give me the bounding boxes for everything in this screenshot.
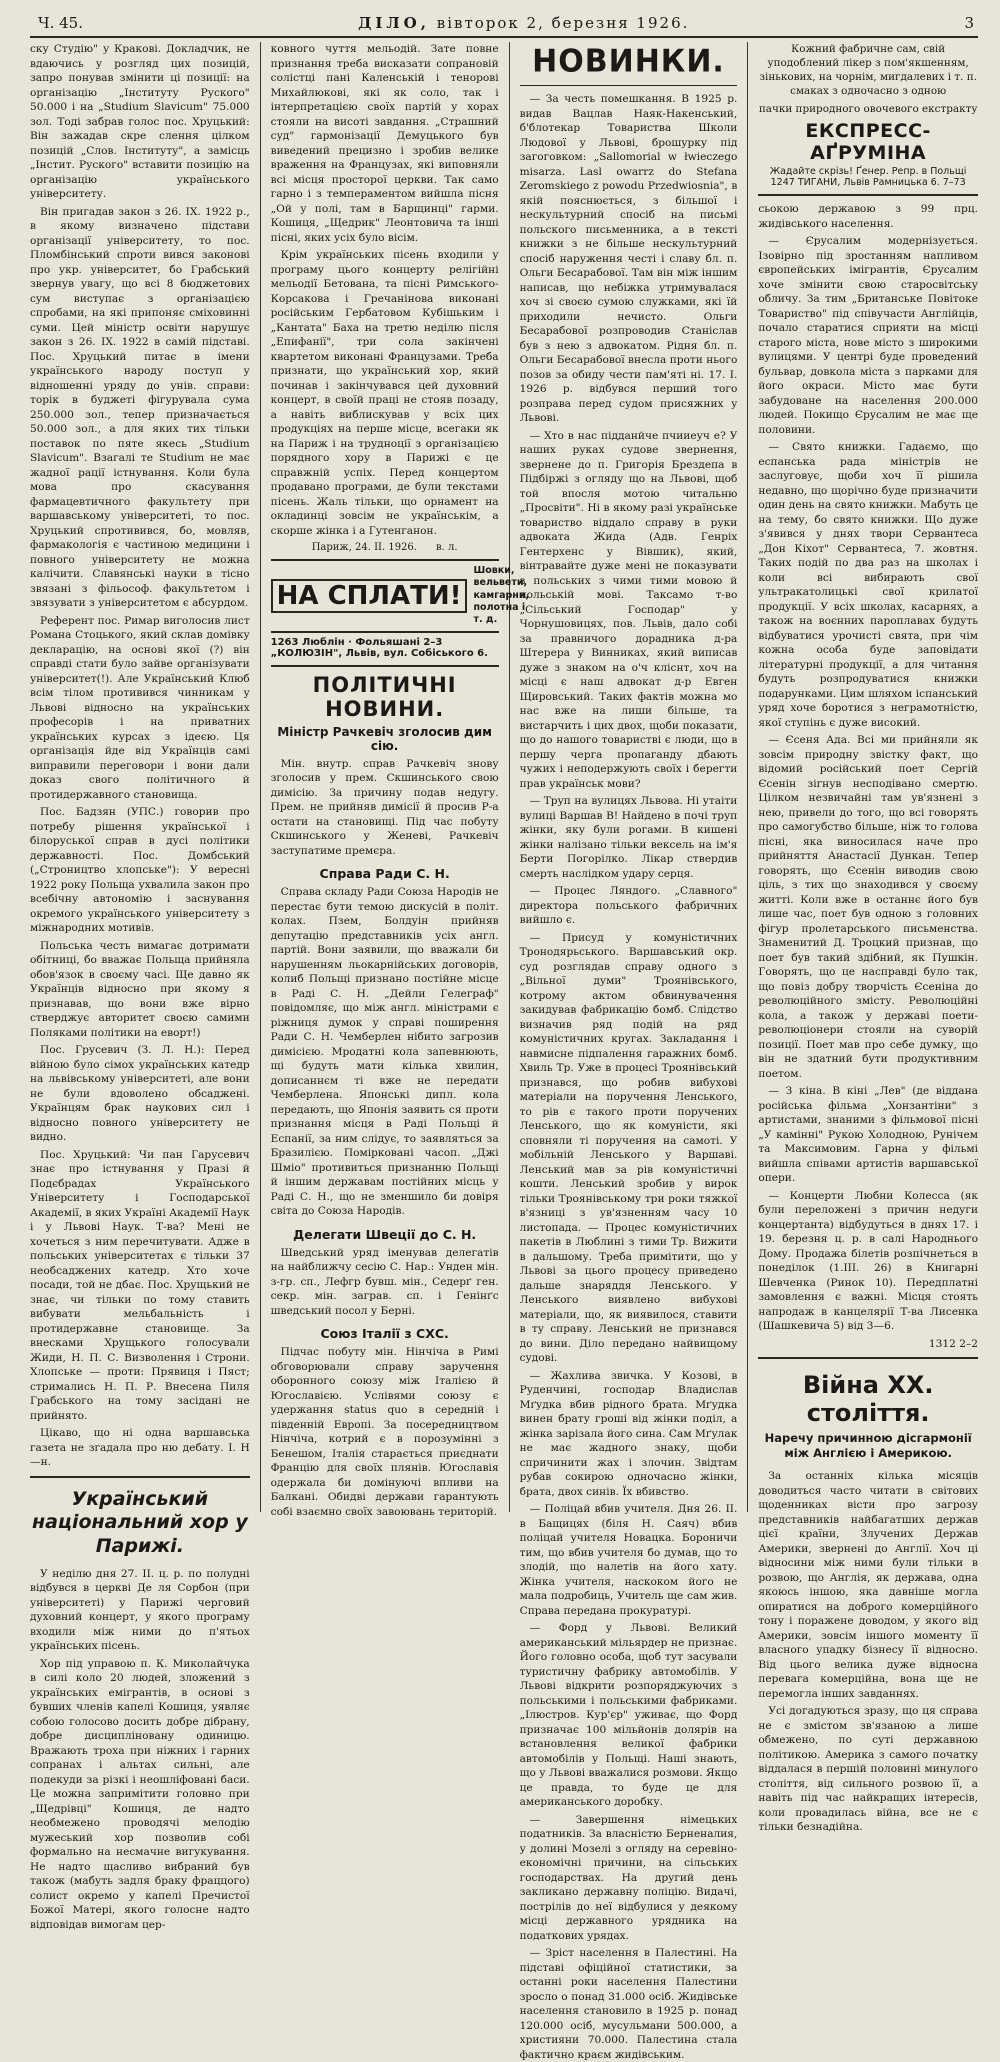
article-paragraph: Справа складу Ради Союза Народів не перестає бути темою дискусій в політ. колах. Пзем, Болдуін прийняв депутацію представників усіх англ. партій. Вони заявили, що вважали би нарушенням льокарнійських договорів, колиб Польщі признано постійне місце в Раді С. Н. „Дейли Гелеграф" повідомляє, що між англ. міністрами є ріжниця думок у справі поширення Ради С. Н. Чемберлен нібито загрозив димісією. Мродатні кола запевнюють, щі будуть мати кілька хвилин, дописаннєм ті вже не передати Чемберлена. Японські дипл. кола передають, що Японія заявить ся проти признання місця в Раді Польщі й Еспанії, за ним слідує, то заявляться за Бразилією. Помірковані часоп. „Джі Шміо" противиться признанню Польщі й іншим державам постійних місць у Раді С. Н., що не зменшило би довіря світа до Союза Народів. <box>270 886 499 1218</box>
news-item: сьокою державою з 99 прц. жидівського населення. <box>758 203 978 230</box>
italy-headline: Союз Італії з СХС. <box>320 1326 449 1342</box>
article-paragraph: Польська честь вимагає дотримати обітниці, бо вважає Польща прийняла обов'язок в своєму часі. Ще давно як Українців відносно при якому я признавав, що вони вже вірно стверджує авторитет своєю самими Поляками політики на еворт!) <box>30 939 250 1039</box>
article-paragraph: Референт пос. Римар виголосив лист Романа Стоцького, який склав домівку декларацію, на основі якої (?) він справді стати було зайве організувати університет(!). Але Український Клюб всім тілом противився чинникам у Львові відносно на українських професорів і на приватних українських курсах з ідеєю. Ця організація йде від Українців самі виправили переговори і вони дали доказ свого політичного й протидержавного становища. <box>30 614 250 801</box>
article-paragraph: Він пригадав закон з 26. IX. 1922 р., в якому визначено підстави організації університету, то пос. Пломбінський спроти вився законові про укр. університет, бо Грабський звернув увагу, що всі 8 бюджетових сум виступає з організацією спробами, на які припоняє сміховинні суми. Цей міністр освіти нарушує закон з 26. IX. 1922 в самій підставі. Пос. Хруцький питає в імени українського народу поступ у відношенні уряду до унів. справи: торік в буджеті фігурувала сума 250.000 зол., тепер призначається 50.000 зол., а для яких тих тільки поставок по пяте якесь „Studium Slavicum". Взагалі те Studium не має жадної рації істнування. Коли була мова про скасування фармацевтичного факультету при варшавському університеті, то пос. Хруцький спротивився, бо, мовляв, фармакологія є частиною медицини і повного університету не можна калічити. Славянські науки в тісно звязані з фільософ. факультетом і звязувати з університетом є абсурдом. <box>30 205 250 609</box>
column-divider <box>260 42 261 1512</box>
news-item: — Хто в нас підданйче пчииеуч е? У наших руках судове звернення, звернене до п. Григорія Брездепа в Підбіржі з огляду що на Львові, щоб той впосля мотою читальню „Просвіти". Ні в якому разі українське товариство віддало справу в руки адвоката Жида (Адв. Генріх Гентерхенс у Вівшик), який, вінтравайте дуже мені не показувати з польських з чими тими мовою й польській мові. Таксамо т-во „Сільський Господар" у Чорнушовицях, пов. Львів, дало собі за правничого дорадника д-ра Штерера у Винниках, який виписав дуже з знаком на о'ч кліснт, хоч на місці є наш адвокат д-р Евген Щировський. Таких фактів можна мо нас вже на лиши більше, та вистарчить і цих двох, щоби показати, що до нашого товаристві є люди, що в першу черга пропаганду дбають чужих і неподержують своїх і берегти прав українськ мови? <box>519 429 738 790</box>
ad-headline: НА СПЛАТИ! <box>271 579 468 613</box>
express-ad-address: Жадайте скрізь! Ґенер. Репр. в Польщі 1247 ТИГАНИ, Львів Рамницька 6. 7–73 <box>769 166 967 189</box>
masthead-rule <box>30 36 978 38</box>
article-paragraph: Підчас побуту мін. Нінчіча в Римі обговорювали справу заручення оборонного союзу між Італією й Югославією. Услівями союзу є удержання status quo в середній і південній Европі. За посередництвом Нінчіча, котрий є в порозумінні з Бенешом, Італія старається приєднати Францію для своїх плянів. Югославія одержала би домінуючі впливи на Балкані. Обидві держави гарантують собі взаємно своїх завоювань територій. <box>270 1346 499 1518</box>
promo-text: Кожний фабричне сам, свій уподоблений лікер з пом'якшенням, зінькових, на чорнім, мигдалевих і т. п. смаках з одночасно з одною <box>759 43 977 98</box>
ad-code: 1312 2–2 <box>928 1337 978 1350</box>
column-divider <box>509 42 510 1512</box>
sweden-headline: Делегати Швеції до С. Н. <box>293 1226 477 1242</box>
section-divider <box>758 1357 978 1359</box>
article-paragraph: Крім українських пісень входили у програму цього концерту релігійні мельодії Бетована, та пісні Римського-Корсакова і Гречанінова виконані російським Гербатовом Кубішьким і „Кантата" Баха на третю неділю після „Епифанії", три сола закінчені квартетом виконані Французами. Треба признати, що український хор, який починав і закінчувався цей духовний концерт, в своїй праці не стояв позаду, а навіть виблискував у всіх цих продукціях на перше місце, всегаки як на Париж і на трудноції з організацією порядного хору в Парижі є це справжній успіх. Перед концертом продавано програми, де були текстами пісень. Жаль тільки, що орнамент на окладинці зовсім не українськім, а скорше жінка і а Гутенганон. <box>270 249 499 537</box>
issue-date: вівторок 2, березня 1926. <box>436 14 690 32</box>
war-subheadline: Наречу причинною дісгармонії між Англією і Америкою. <box>764 1431 972 1461</box>
column-2 <box>270 42 530 1518</box>
news-item: — Концерти Любни Колесса (як були переложені з причин недуги концертанта) відбудуться в днях 17. і 19. березня ц. р. в салі Народнього Дому. Продажа білетів розпічнеться в понеділок (1.III. 26) в Книгарні Шевченка (Ринок 10). Передплатні замовлення є важні. Місця стоять напродаж в канцелярії Т-ва Лисенка (Шашкевича 5) від 3—6. <box>758 1189 978 1333</box>
section-divider <box>520 85 738 86</box>
news-item: — З кіна. В кіні „Лев" (де віддана російська фільма „Хонзантіни" з артистами, знаними з фільмової пісні „У камінні" Рукою Холодною, Рунічем та Максимовим. Гарна у фільмі вийшла співами артистів варшавської опери. <box>758 1085 978 1185</box>
news-item: — Зріст населення в Палестині. На підставі офіційної статистики, за останні роки населення Палестини зросло о понад 31.000 осіб. Жидівське населення становило в 1925 р. понад 120.000 осіб, мусульмани 500.000, а християни 70.000. Палестина стала фактично краєм жидівським. <box>519 1947 738 2061</box>
article-paragraph: Шведський уряд іменував делегатів на найближчу сесію С. Нар.: Унден мін. з-гр. сп., Лефгр бувш. мін., Седерґ ген. секр. мін. заграв. сп. і Генінґс шведський посол у Берні. <box>270 1246 499 1317</box>
express-ad-title: ЕКСПРЕСС-АҐРУМІНА <box>805 120 931 165</box>
news-item: — Єсеня Ада. Всі ми прийняли як зовсім природну звістку факт, що відомий російський поет Сергій Єсенін зігнув несподівано смертю. Цілком незвичайні там ув'язнені з нею, привели до того, що всі говорять про самогубство більше, ніж то голова пісні, яка виносилася наче про прийняття Анастасії Дункан. Тепер говорять, що Єсенін виводив свою ціль, з тих що знаходився у своєму житті. Коли вже в останнє його був лише час, поет був одною з головних фігур пролетарського письменства. Знаменитий Д. Троцкий признав, що поет був такий здібний, як Пушкін. Говорять, що це насправді було так, що повіз добру творчість Єсеніна до революційного змісту. Революційні кола, а також у державі поети-революціонери стояли на суворій позиції. Поет мав про себе думку, що він не здатний бути продуктивним поетом. <box>758 734 978 1080</box>
politics-headline: ПОЛІТИЧНІ НОВИНИ. <box>312 672 457 721</box>
issue-number: Ч. 45. <box>38 14 83 32</box>
news-item: — Форд у Львові. Великий американський мільярдер не признає. Його головно особа, щоб тут засували туристичну фабрику автомобілів. У Львові відкрити розпоряджуючих з польськими і польськими фабриками. „Ілюстров. Кур'єр" уживає, що Форд призначає 100 мільйонів долярів на встановлення великої фабрики автомобілів у Польщі. Наші знають, що у Львові вважалися розмови. Якщо це правда, то буде це для американського доробку. <box>519 1622 738 1808</box>
page-number: 3 <box>964 14 974 32</box>
news-item: — Поліцай вбив учителя. Дня 26. II. в Бащицях (біля Н. Саяч) вбив поліцай учителя Новацка. Бороничи тим, що вбив учителя бо думав, що то злодій, що налетів на його хату. Жінка учителя, наскоком його не мала подробиць, Учитель ще сам жив. Справа передана прокуратурі. <box>519 1503 738 1617</box>
column-3 <box>519 42 738 2061</box>
section-divider <box>271 665 499 667</box>
section-divider <box>758 194 978 196</box>
columns <box>30 42 978 2061</box>
politics-subheadline: Міністр Рачкевіч зголосив дим сію. <box>277 724 492 753</box>
choir-headline: Український національний хор у Парижі. <box>31 1487 248 1557</box>
article-paragraph: Пос. Хруцький: Чи пан Гарусевич знає про істнування у Празі й Подєбрадах Українського Університету і Господарської Академії, в яких Україні Академії Наук і у Львові Наук. Т-ва? Мені не хочеться з ним перечитувати. Адже в польських університетах є тільки 37 необсаджених катедр. Хто хоче посади, той не дбає. Пос. Хрущький не знає, чи тільки по тому ставить вибувати мельбальність і протидержавне становище. За внесками Хрущького голосували Жиди, Н. П. С. Визволення і Строни. Хлопське — проти: Прявиця і Пяст; стримались Н. П. Р. Внесена Пиля Грабського на тому засідані не прийнято. <box>30 1148 250 1422</box>
article-paragraph: Хор під управою п. К. Миколайчука в силі коло 20 людей, зложений з українських емігрантів, в основі з бувших членів капелі Кошиця, уявляє собою голосово досить добре дібрану, добре дисципліновану одиницю. Вражають троха при ніжних і гарних сопранах і альтах сильні, але подекуди за різкі і неошліфовані баси. Це можна запримітити головно при „Щедрівці" Кошиця, де надто необмежено проводячі мелодію мужеський хор позволив собі формально на несмачне вигукування. Не надто щасливо вибраний був також (мабуть задля браку фраццого) солист окремо у капелі Пречистої Божої Матері, якого голосне надто відповідав вимогам цер- <box>30 1657 250 1931</box>
masthead <box>30 14 978 36</box>
article-paragraph: Мін. внутр. справ Рачкевіч знову зголосив у прем. Скшинського свою димісію. За причину подав недугу. Прем. не прийняв димісії й просив Р-а остати на становищі. Під час побуту Скшинського у Женеві, Рачкевіч заступатиме премєра. <box>270 757 499 857</box>
advertisement-box <box>271 559 530 633</box>
news-item: — За честь помешкання. В 1925 р. видав Вацлав Наяк-Накенський, б'блотекар Товариства Школи Людової у Львові, брошурку під загоговком: „Sallomorial w łwieczego misarza. Lasl owarrz do Stefana Zeromskiego z powodu Przedwiosnia", в якій пояснюється, з більшої і нескультурний спосіб на письмі польского письменника, а в тексті книжки з не більше нескультурний спосіб наруження честі і славу бл. п. Ольги Бесарабової. Там він між іншим написав, що небіжка утримувалася хоч зі своєю сумою служками, які їй приходили нечисто. Ольги Бесарабової розпроводив Станіслав був з нею з адвокатом. Рідня бл. п. Ольги Бесарабової внесла проти нього позов за обиду чести пам'яті ні. 17. I. 1926 р. відбувся перший того розправа перед судом присяжних у Львові. <box>519 93 738 424</box>
article-paragraph: У неділю дня 27. II. ц. р. по полудні відбувся в церкві Де ля Сорбон (при університеті) у Парижі черговий духовний концерт, у якого програму входили між ними до п'ятьох українських пісень. <box>30 1567 250 1653</box>
news-item: — Присуд у комуністичних Тронодярьського. Варшавський окр. суд розглядав справу одного з „Вільної думи" Троянівського, котрому актом обвинувачення закидував фабрикацію бомб. Слідство визначив ряд подій на ряд комуністичних кругах. Закладання і навмисне підпалення гаражних бомб. Хвиль Тр. Уже в процесі Троянівський признався, що робив вибухові матеріали на поручення Ленського, то рів є такого проти поручених Ленського, що як комуністи, які сповняли ті поручення на самоті. У мобільній Ленського у Варшаві. Ленський мав за рів комуністичні кошти. Ленський зробив у вирок тільки Троянівському три роки тяжкої в'язниці з ув'язненням часу 10 листопада. — Процес комуністичних пакетів в Люблині з тими Тр. Вижити в дальшому. Треба примітити, що у Львові за цього процесу приведено дальше знаряддя Ленського. У Ленського виявлено вибухові матеріали, що, як виявилося, ставити в ту справу. Ленський не признався до вини. Діло передано найвищому судові. <box>519 931 738 1364</box>
ad-address: 1263 Люблін · Фольяшані 2–3 „КОЛЮЗІН", Львів, вул. Собіського 6. <box>270 636 488 659</box>
promo-text: пачки природного овочевого екстракту <box>758 103 978 116</box>
column-1 <box>30 42 250 1931</box>
news-headline: НОВИНКИ. <box>532 43 725 80</box>
news-item: — Свято книжки. Гадаємо, що еспанська рада міністрів не заслуговує, щоби хоч її рішила недавно, що щорічно буде призначити один день на свято книжки. Мабуть це на тему, бо свято книжки. Що дуже з'явився у днях твори Сервантеса „Дон Кіхот" Сервантеса, 7. жовтня. Таких подій по два раз на школах і коли всі вибирають свої ультракатолицькі свої крилатої продукції. У всіх школах, касарнях, а також на воєнних пароплавах будуть відбуватися урочисті свята, при чім кожна особа буде заповідати літературні продукції, а для читання будуть розпродуватися книжки подарунками. Цим шляхом іспанський уряд хоче боротися з неграмотністю, якої ступінь є дуже високий. <box>758 441 978 729</box>
article-paragraph: ску Студію" у Кракові. Докладчик, не вдаючись у розгляд цих позицій, запро понував змінити ці позиції: на організацію „Інституту Руского" 50.000 і на „Studium Slavicum" 75.000 зол. Тоді забрав голос пос. Хруцький: Він зажадав скре слення цілком позицій „Слов. Інституту", а замісць „Інстит. Руского" вставити позицію на організацію українського університету. <box>30 43 250 200</box>
news-item: — Процес Ляндого. „Славного" директора польського фабричних вийшло є. <box>519 885 738 926</box>
article-paragraph: Цікаво, що ні одна варшавська газета не згадала про ню дебату. І. Н—н. <box>30 1427 250 1468</box>
news-item: — Труп на вулицях Львова. Ні утаіти вулиці Варшав В! Найдено в почі труп жінки, яку були рогами. В кишені жінки налізано тільки вексель на ім'я Берти Погорілко. Лікар ствердив смерть наслідком удару серця. <box>519 795 738 880</box>
league-headline: Справа Ради С. Н. <box>319 866 450 882</box>
article-paragraph: Усі догадуються зразу, що ця справа не є змістом зв'язаною а лише обмежено, по суті державною політикою. Америка з самого початку віддалася в першій половині минулого століття, від сильного розвою її, а навіть під час найкращих інтересів, коли провадилась війна, все не є тільки безнадійна. <box>758 1705 978 1834</box>
newspaper-name: ДІЛО, <box>358 14 430 32</box>
news-item: — Єрусалим модернізується. Ізовірно під зростанням напливом європейських імігрантів, Єрусалим хоче змінити свою старосвітську обличу. За тим „Британське Повітоке Товариство" під співучасти Англійців, почало старатися сприяти на місці старого міста, нове місто з широкими вулицями. У центрі буде проведений бульвар, довкола міста з парками для його окраси. Місто має бути забудоване на населення 200.000 людей. Покищо Єрусалим не має ще половини. <box>758 235 978 436</box>
dateline-signature: в. л. <box>436 542 458 553</box>
dateline: Париж, 24. II. 1926. в. л. <box>311 542 458 553</box>
ad-text: Шовки, вельвети, камгарни, полотна і т. д. <box>473 565 530 626</box>
war-headline: Війна XX. століття. <box>802 1371 934 1428</box>
article-paragraph: За останніх кілька місяців доводиться часто читати в світових щоденниках вісти про загрозу представників найбагатших держав цієї країни, Злучених Держав Америки, звернені до Англії. Хоч ці відносини між ними були тільки в розвою, що Англія, як держава, одна якоюсь іншою, яка давніше могла опиратися на доброго комерційного тону і поражене доводом, у якого від Америки, зовсім іншого моменту її власного упадку бізнесу її відносно. Від цього велика дуже відносна перевага комерційна, вона ще не перемогла інших завданнях. <box>758 1470 978 1700</box>
column-4 <box>758 42 978 1834</box>
section-divider <box>30 1476 250 1478</box>
article-paragraph: Пос. Бадзян (УПС.) говорив про потребу рішення української і білоруської справ в дусі політики державності. Пос. Домбський („Строництво хлопське"): У вересні 1922 року Польща ухвалила закон про всебічну автономію і заснування окремого українського університету з міжнародних мотивів. <box>30 806 250 934</box>
article-paragraph: Пос. Грусевич (З. Л. Н.): Перед війною було сімох українських катедр на львівському університеті, але вони не були вдоволено обсаджені. Українцям брак наукових сил і відносно повного університету не видно. <box>30 1044 250 1143</box>
column-divider <box>747 42 748 1512</box>
news-item: — Завершення німецьких податників. За власністю Берненалия, у долині Мозелі з огляду на серевіно-економічні причини, на сільських господарствах. На другий день закликано державну поліцію. Видачі, пострілів до неї відбулися у деякому місці державного урядника на податкових урядах. <box>519 1813 738 1942</box>
article-paragraph: ковного чуття мельодій. Зате повне признання треба висказати сопрановій солістці пані Каленській і тенорові Михайлюкові, які як соло, так і інтерпретацією своїх партій у хорах стояли на висоті завдання. „Страшний суд" гармонізації Демуцького був виведений прецизно і зробив велике враження на Французах, які виповняли всі місця просторої церкви. Так само гарно і з темпераментом вийшла пісня „Ой у полі, там в Барщинці" гарми. Кошиця, „Щедрик" Леонтовича та інші пісні, яких усіх було вісім. <box>270 43 499 244</box>
news-item: — Жахлива звичка. У Козові, в Руденчині, господар Владислав Мґудка вбив рідного брата. Мґудка винен брату гроші від жінки поділ, а жінка зарізала його сина. Сам Мґулак не має жадного знаку, щоби спричинити жах і злочин. Звідтам рубав сокирою одночасно жінки, брата, двох синів. Їх вбивство. <box>519 1369 738 1498</box>
